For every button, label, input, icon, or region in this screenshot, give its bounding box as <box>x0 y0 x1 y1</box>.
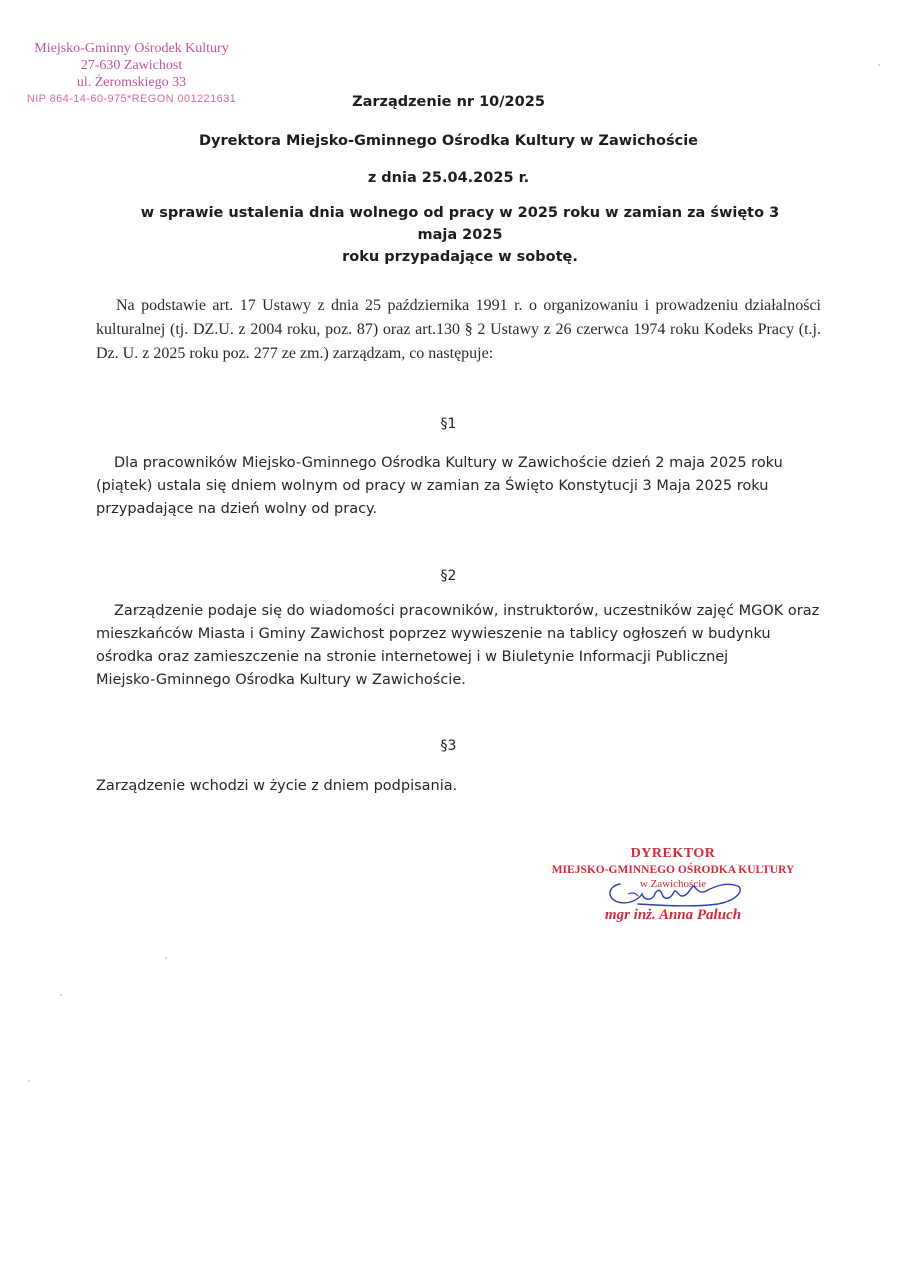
subject-line-2: roku przypadające w sobotę. <box>342 249 578 265</box>
section-2-line-4: Miejsko-Gminnego Ośrodka Kultury w Zawichoście. <box>96 672 466 688</box>
section-1-heading: §1 <box>440 416 457 432</box>
section-3-body <box>96 775 836 798</box>
section-2-body <box>96 600 836 692</box>
section-1-line-2: (piątek) ustala się dniem wolnym od pracy w zamian za Święto Konstytucji 3 Maja 2025 roku <box>96 478 769 494</box>
section-3-line-1: Zarządzenie wchodzi w życie z dniem podpisania. <box>96 778 458 794</box>
document-issuer: Dyrektora Miejsko-Gminnego Ośrodka Kultury w Zawichoście <box>198 133 699 149</box>
scan-speck <box>165 957 167 959</box>
preamble-text: Na podstawie art. 17 Ustawy z dnia 25 października 1991 r. o organizowaniu i prowadzeniu działalności kulturalnej (tj. DZ.U. z 2004 roku, poz. 87) oraz art.130 § 2 Ustawy z 26 czerwca 1974 roku Kodeks Pracy (t.j. Dz. U. z 2025 roku poz. 277 ze zm.) zarządzam, co następuje: <box>96 297 821 362</box>
section-3-heading: §3 <box>440 738 457 754</box>
section-1-line-1: Dla pracowników Miejsko-Gminnego Ośrodka Kultury w Zawichoście dzień 2 maja 2025 roku <box>114 455 783 471</box>
section-2-line-2: mieszkańców Miasta i Gminy Zawichost poprzez wywieszenie na tablicy ogłoszeń w budynku <box>96 626 771 642</box>
section-1-body <box>96 452 836 521</box>
stamp-line-ids: NIP 864-14-60-975*REGON 001221631 <box>26 93 237 105</box>
preamble-paragraph <box>96 294 821 366</box>
signature-town: w Zawichoście <box>639 878 707 890</box>
document-title: Zarządzenie nr 10/2025 <box>352 94 545 110</box>
document-date: z dnia 25.04.2025 r. <box>367 170 530 186</box>
section-2-line-1: Zarządzenie podaje się do wiadomości pracowników, instruktorów, uczestników zajęć MGOK oraz <box>114 603 820 619</box>
director-signature-stamp <box>538 842 808 932</box>
handwritten-signature-icon <box>598 870 748 912</box>
section-2-heading: §2 <box>440 568 457 584</box>
signature-title: DYREKTOR <box>630 846 716 861</box>
signature-name: mgr inż. Anna Paluch <box>604 907 742 923</box>
document-subject <box>140 202 780 268</box>
scan-speck <box>28 1080 30 1082</box>
scan-speck <box>878 64 880 66</box>
signature-organization: MIEJSKO-GMINNEGO OŚRODKA KULTURY <box>551 864 795 876</box>
stamp-line-name: Miejsko-Gminny Ośrodek Kultury <box>34 41 229 56</box>
section-2-line-3: ośrodka oraz zamieszczenie na stronie internetowej i w Biuletynie Informacji Publicznej <box>96 649 729 665</box>
subject-line-1: w sprawie ustalenia dnia wolnego od pracy w 2025 roku w zamian za święto 3 maja 2025 <box>140 205 780 243</box>
section-1-line-3: przypadające na dzień wolny od pracy. <box>96 501 378 517</box>
scan-speck <box>60 994 62 996</box>
stamp-line-postal: 27-630 Zawichost <box>80 58 183 73</box>
stamp-line-street: ul. Żeromskiego 33 <box>76 75 187 90</box>
